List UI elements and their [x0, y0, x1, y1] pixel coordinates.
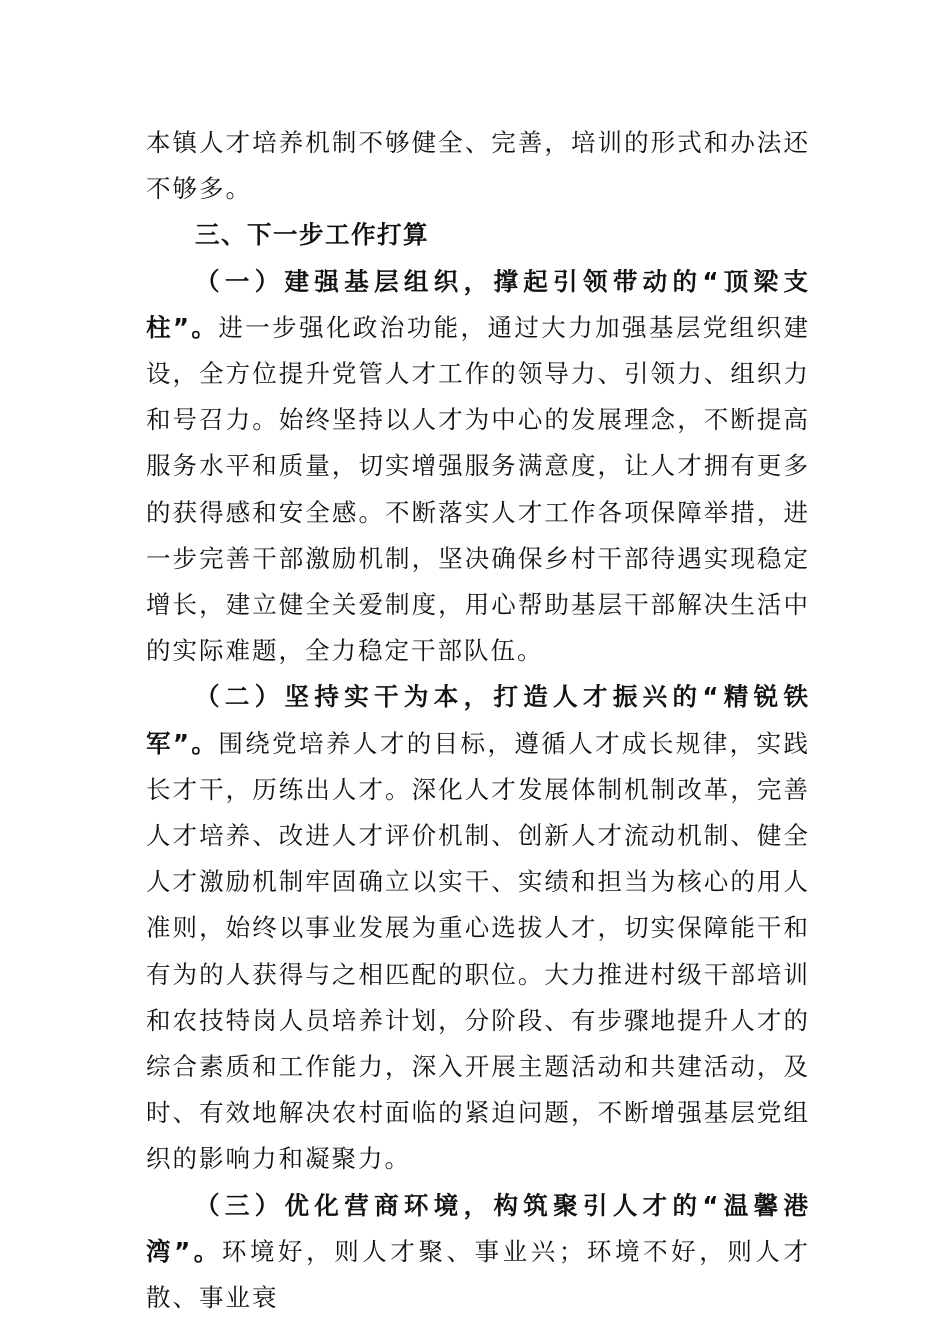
section-heading: 三、下一步工作打算 [195, 220, 429, 250]
paragraph-item-3 [146, 1183, 810, 1322]
paragraph-continued: 本镇人才培养机制不够健全、完善，培训的形式和办法还不够多。 [146, 128, 810, 204]
item-1-title: （一）建强基层组织，撑起引领带动的“顶梁支柱”。 [146, 266, 810, 342]
item-2-body: 围绕党培养人才的目标，遵循人才成长规律，实践长才干，历练出人才。深化人才发展体制机制改革，完善人才培养、改进人才评价机制、创新人才流动机制、健全人才激励机制牢固确立以实干、实绩和担当为核心的用人准则，始终以事业发展为重心选拔人才，切实保障能干和有为的人获得与之相匹配的职位。大力推进村级干部培训和农技特岗人员培养计划，分阶段、有步骤地提升人才的综合素质和工作能力，深入开展主题活动和共建活动，及时、有效地解决农村面临的紧迫问题，不断增强基层党组织的影响力和凝聚力。 [146, 728, 810, 1174]
paragraph-item-1 [146, 259, 810, 675]
item-3-body: 环境好，则人才聚、事业兴；环境不好，则人才散、事业衰 [146, 1236, 811, 1313]
document-body [146, 120, 810, 1321]
item-2-title: （二）坚持实干为本，打造人才振兴的“精锐铁军”。 [146, 682, 810, 758]
paragraph-item-2 [146, 674, 810, 1182]
item-3-title: （三）优化营商环境，构筑聚引人才的“温馨港湾”。 [146, 1190, 810, 1266]
item-1-body: 进一步强化政治功能，通过大力加强基层党组织建设，全方位提升党管人才工作的领导力、引领力、组织力和号召力。始终坚持以人才为中心的发展理念，不断提高服务水平和质量，切实增强服务满意度，让人才拥有更多的获得感和安全感。不断落实人才工作各项保障举措，进一步完善干部激励机制，坚决确保乡村干部待遇实现稳定增长，建立健全关爱制度，用心帮助基层干部解决生活中的实际难题，全力稳定干部队伍。 [146, 312, 810, 666]
